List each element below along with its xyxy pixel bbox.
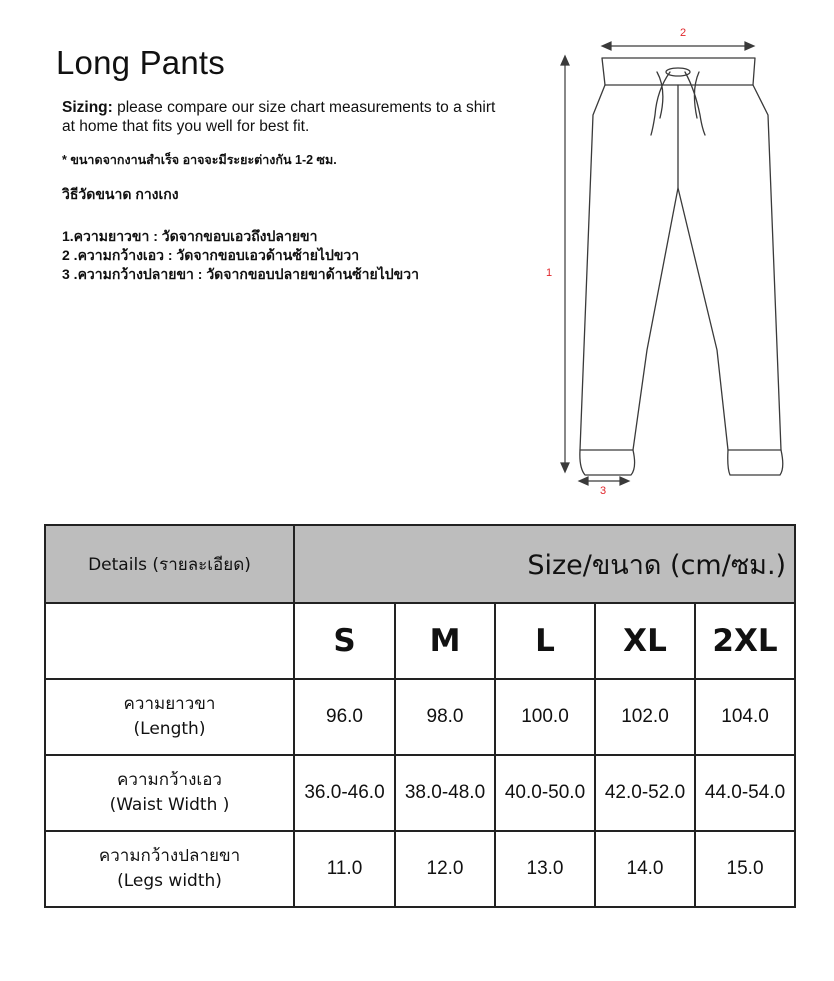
label-en: (Length) (133, 719, 206, 739)
leg-2xl: 15.0 (695, 831, 795, 907)
leg-s: 11.0 (294, 831, 395, 907)
length-arrow-top (561, 56, 569, 65)
row-label-leg-width (45, 831, 294, 907)
label-th: ความกว้างปลายขา (98, 846, 241, 866)
measure-steps (62, 227, 419, 284)
length-2xl: 104.0 (695, 679, 795, 755)
left-cuff (580, 450, 635, 475)
measure-step-length: 1.ความยาวขา : วัดจากขอบเอวถึงปลายขา (62, 228, 318, 244)
right-drawstring (685, 72, 705, 135)
waist-arrow-left (602, 42, 611, 50)
leg-l: 13.0 (495, 831, 595, 907)
row-label-length (45, 679, 294, 755)
right-cuff (728, 450, 783, 475)
row-label-waist (45, 755, 294, 831)
label-th: ความกว้างเอว (117, 770, 222, 790)
waist-m: 38.0-48.0 (395, 755, 495, 831)
measure-step-leg: 3 .ความกว้างปลายขา : วัดจากขอบปลายขาด้านซ้ายไปขวา (62, 266, 419, 282)
size-chart-table (44, 524, 796, 908)
details-header: Details (รายละเอียด) (88, 554, 251, 575)
label-en: (Legs width) (117, 871, 222, 891)
length-m: 98.0 (395, 679, 495, 755)
label-en: (Waist Width ) (109, 795, 230, 815)
sizing-label: Sizing: (62, 99, 113, 116)
left-drawstring (651, 72, 670, 135)
sizing-instructions (62, 98, 512, 136)
size-s: S (294, 603, 395, 679)
page-title: Long Pants (56, 44, 225, 81)
size-header: Size/ขนาด (cm/ซม.) (527, 549, 787, 581)
table-row-waist (45, 755, 795, 831)
measure-step-waist: 2 .ความกว้างเอว : วัดจากขอบเอวด้านซ้ายไปขวา (62, 247, 360, 263)
waist-l: 40.0-50.0 (495, 755, 595, 831)
length-xl: 102.0 (595, 679, 695, 755)
leg-arrow-left (579, 477, 588, 485)
waist-arrow-right (745, 42, 754, 50)
table-row-length (45, 679, 795, 755)
details-header-cell (45, 525, 294, 603)
size-xl: XL (595, 603, 695, 679)
length-s: 96.0 (294, 679, 395, 755)
size-m: M (395, 603, 495, 679)
leg-arrow-right (620, 477, 629, 485)
measure-howto-title: วิธีวัดขนาด กางเกง (62, 186, 179, 202)
pants-diagram (545, 20, 795, 500)
leg-xl: 14.0 (595, 831, 695, 907)
size-labels-row (45, 603, 795, 679)
leg-width-label: 3 (599, 485, 607, 497)
label-th: ความยาวขา (123, 694, 216, 714)
waist-s: 36.0-46.0 (294, 755, 395, 831)
leg-m: 12.0 (395, 831, 495, 907)
waistband-shape (602, 58, 755, 85)
size-header-cell (294, 525, 795, 603)
table-header-row (45, 525, 795, 603)
waist-label: 2 (679, 27, 687, 39)
waist-xl: 42.0-52.0 (595, 755, 695, 831)
pants-outline (580, 85, 781, 450)
size-l: L (495, 603, 595, 679)
size-2xl: 2XL (695, 603, 795, 679)
length-arrow-bottom (561, 463, 569, 472)
tolerance-note: * ขนาดจากงานสำเร็จ อาจจะมีระยะต่างกัน 1-2 ซม. (62, 153, 337, 167)
empty-corner-cell (45, 603, 294, 679)
table-row-leg-width (45, 831, 795, 907)
waist-2xl: 44.0-54.0 (695, 755, 795, 831)
length-l: 100.0 (495, 679, 595, 755)
length-label: 1 (545, 267, 553, 279)
sizing-text: please compare our size chart measurements to a shirt at home that fits you well for best fit. (62, 99, 496, 135)
